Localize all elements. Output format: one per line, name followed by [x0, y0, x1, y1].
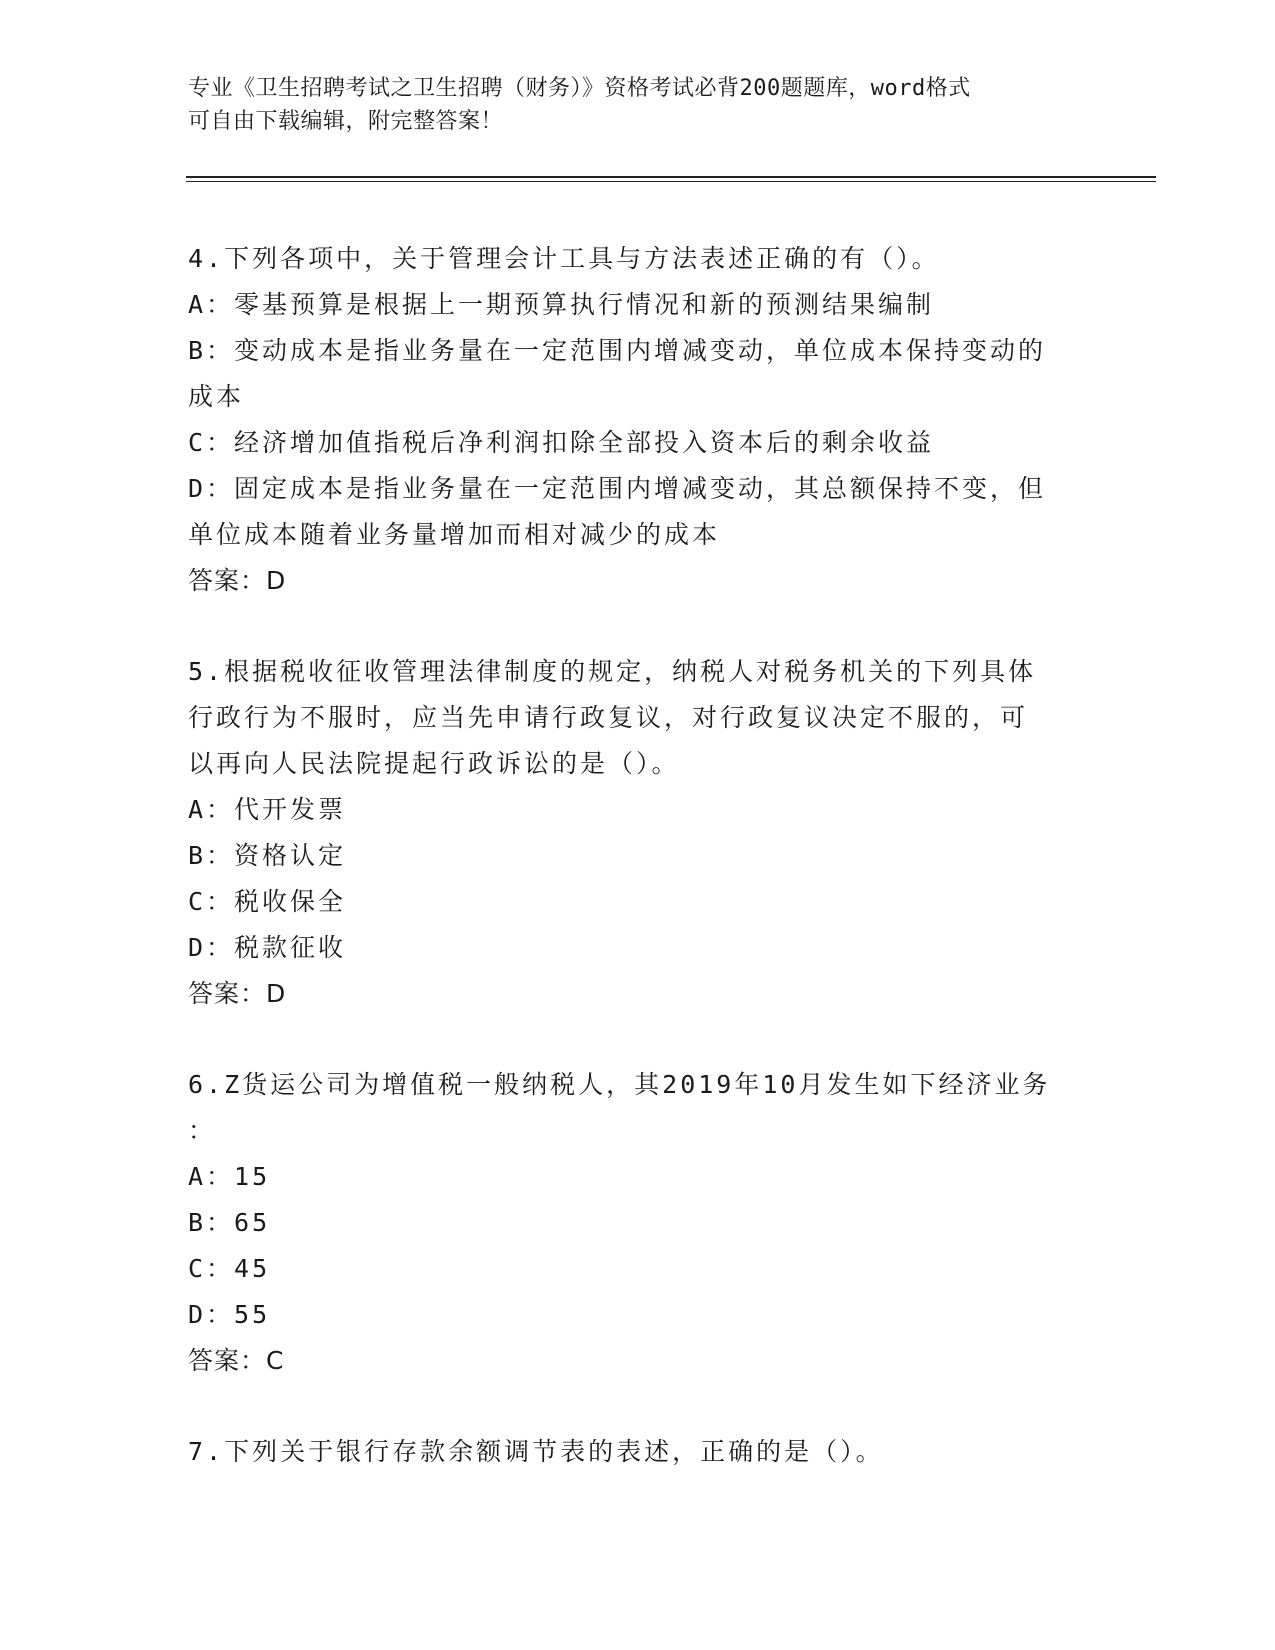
option-b-continued: 成本 — [188, 382, 245, 411]
question-stem-continued: ： — [188, 1116, 217, 1145]
option-d: D：55 — [188, 1300, 271, 1329]
answer: 答案：C — [188, 1346, 285, 1375]
option-b: B：资格认定 — [188, 841, 347, 870]
question-4 — [188, 236, 1088, 604]
question-5 — [188, 649, 1088, 1017]
header-line-2: 可自由下载编辑，附完整答案！ — [188, 109, 504, 134]
question-list — [188, 236, 1088, 1520]
document-header — [188, 72, 1068, 138]
option-b: B：65 — [188, 1208, 271, 1237]
question-stem: 4.下列各项中，关于管理会计工具与方法表述正确的有（）。 — [188, 244, 940, 273]
question-stem: 6.Z货运公司为增值税一般纳税人，其2019年10月发生如下经济业务 — [188, 1070, 1051, 1099]
header-divider-thick — [186, 176, 1156, 178]
question-6 — [188, 1062, 1088, 1384]
option-b: B：变动成本是指业务量在一定范围内增减变动，单位成本保持变动的 — [188, 336, 1047, 365]
option-a: A：15 — [188, 1162, 271, 1191]
question-stem: 5.根据税收征收管理法律制度的规定，纳税人对税务机关的下列具体 — [188, 657, 1037, 686]
question-stem: 7.下列关于银行存款余额调节表的表述，正确的是（）。 — [188, 1437, 884, 1466]
question-7 — [188, 1429, 1088, 1475]
option-c: C：税收保全 — [188, 887, 347, 916]
option-a: A：代开发票 — [188, 795, 347, 824]
header-divider-thin — [186, 181, 1156, 182]
option-d: D：固定成本是指业务量在一定范围内增减变动，其总额保持不变，但 — [188, 474, 1047, 503]
question-stem-continued: 以再向人民法院提起行政诉讼的是（）。 — [188, 749, 680, 778]
answer: 答案：D — [188, 566, 287, 595]
option-a: A：零基预算是根据上一期预算执行情况和新的预测结果编制 — [188, 290, 935, 319]
option-c: C：经济增加值指税后净利润扣除全部投入资本后的剩余收益 — [188, 428, 935, 457]
option-c: C：45 — [188, 1254, 271, 1283]
option-d-continued: 单位成本随着业务量增加而相对减少的成本 — [188, 520, 721, 549]
question-stem-continued: 行政行为不服时，应当先申请行政复议，对行政复议决定不服的，可 — [188, 703, 1029, 732]
option-d: D：税款征收 — [188, 933, 347, 962]
header-line-1: 专业《卫生招聘考试之卫生招聘（财务）》资格考试必背200题题库，word格式 — [188, 76, 971, 101]
answer: 答案：D — [188, 979, 287, 1008]
